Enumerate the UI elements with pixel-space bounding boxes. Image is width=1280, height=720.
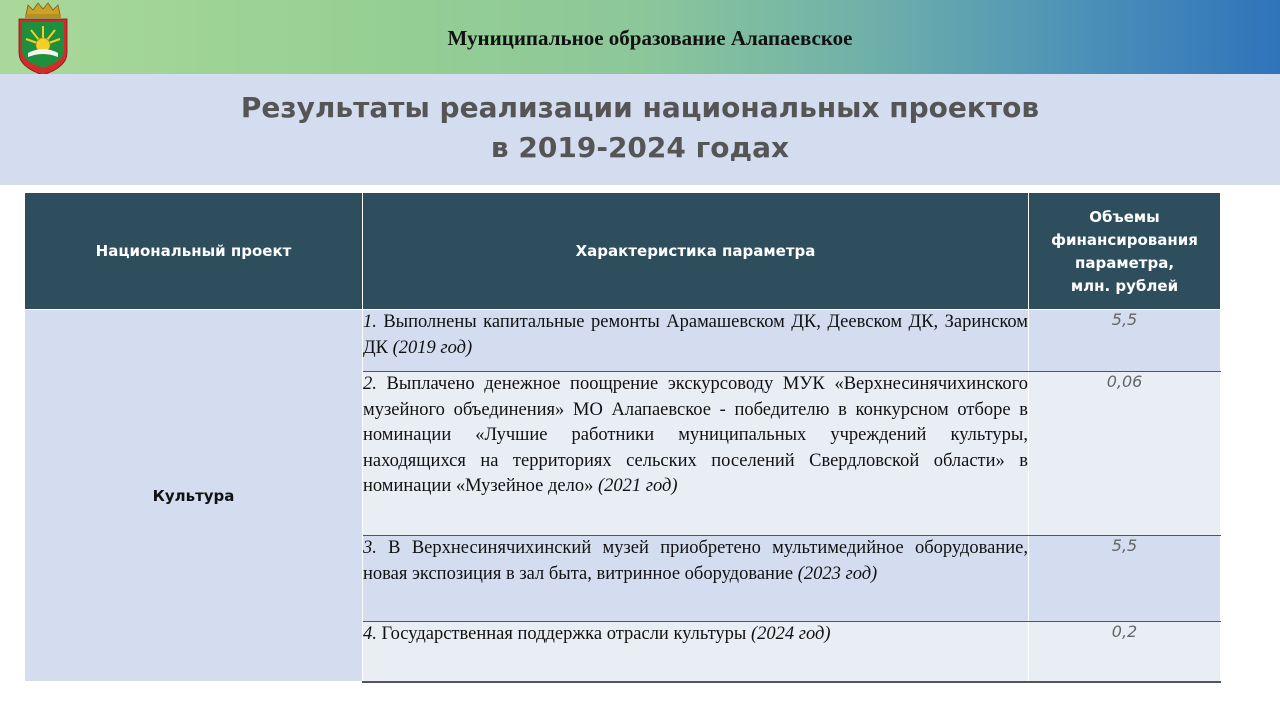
row-text: В Верхнесинячихинский музей приобретено мультимедийное оборудование, новая экспозиция в зал быта, витринное оборудование — [363, 538, 1028, 584]
top-banner — [0, 0, 1280, 74]
funding-amount-cell: 5,5 — [1029, 310, 1221, 372]
funding-header-line-2: финансирования — [1051, 231, 1198, 249]
title-line-2: в 2019-2024 годах — [490, 131, 790, 164]
characteristic-cell — [363, 536, 1029, 622]
column-header-funding — [1029, 193, 1221, 310]
funding-header-line-3: параметра, — [1074, 254, 1175, 272]
funding-amount-cell: 0,2 — [1029, 622, 1221, 682]
column-header-project: Национальный проект — [25, 193, 363, 310]
characteristic-cell — [363, 622, 1029, 682]
characteristic-cell — [363, 372, 1029, 536]
table-header-row — [25, 193, 1221, 310]
column-header-characteristic: Характеристика параметра — [363, 193, 1029, 310]
table-row — [25, 310, 1221, 372]
title-line-1: Результаты реализации национальных проектов — [240, 91, 1040, 124]
funding-header-line-4: млн. рублей — [1070, 277, 1179, 295]
funding-header-line-1: Объемы — [1089, 208, 1160, 226]
row-number: 4. — [363, 624, 377, 644]
row-year: (2023 год) — [797, 563, 878, 584]
row-year: (2024 год) — [751, 624, 831, 644]
characteristic-cell — [363, 310, 1029, 372]
row-text: Выполнены капитальные ремонты Арамашевском ДК, Деевском ДК, Заринском ДК — [363, 312, 1028, 358]
municipality-name: Муниципальное образование Алапаевское — [447, 26, 853, 50]
projects-table — [24, 192, 1221, 683]
row-number: 1. — [363, 312, 377, 332]
row-text: Государственная поддержка отрасли культуры — [376, 624, 751, 644]
row-year: (2019 год) — [392, 337, 473, 358]
project-name-cell: Культура — [25, 310, 363, 682]
funding-amount-cell: 0,06 — [1029, 372, 1221, 536]
row-number: 3. — [363, 538, 377, 558]
row-number: 2. — [363, 374, 377, 394]
row-text: Выплачено денежное поощрение экскурсоводу МУК «Верхнесинячихинского музейного объединения» МО Алапаевское - победителю в конкурсном отборе в номинации «Лучшие работники муниципальных учреждений культуры, находящихся на территориях сельских поселений Свердловской области» в номинации «Музейное дело» — [363, 374, 1028, 496]
row-year: (2021 год) — [597, 476, 678, 496]
funding-amount-cell: 5,5 — [1029, 536, 1221, 622]
page-title — [0, 88, 1280, 168]
